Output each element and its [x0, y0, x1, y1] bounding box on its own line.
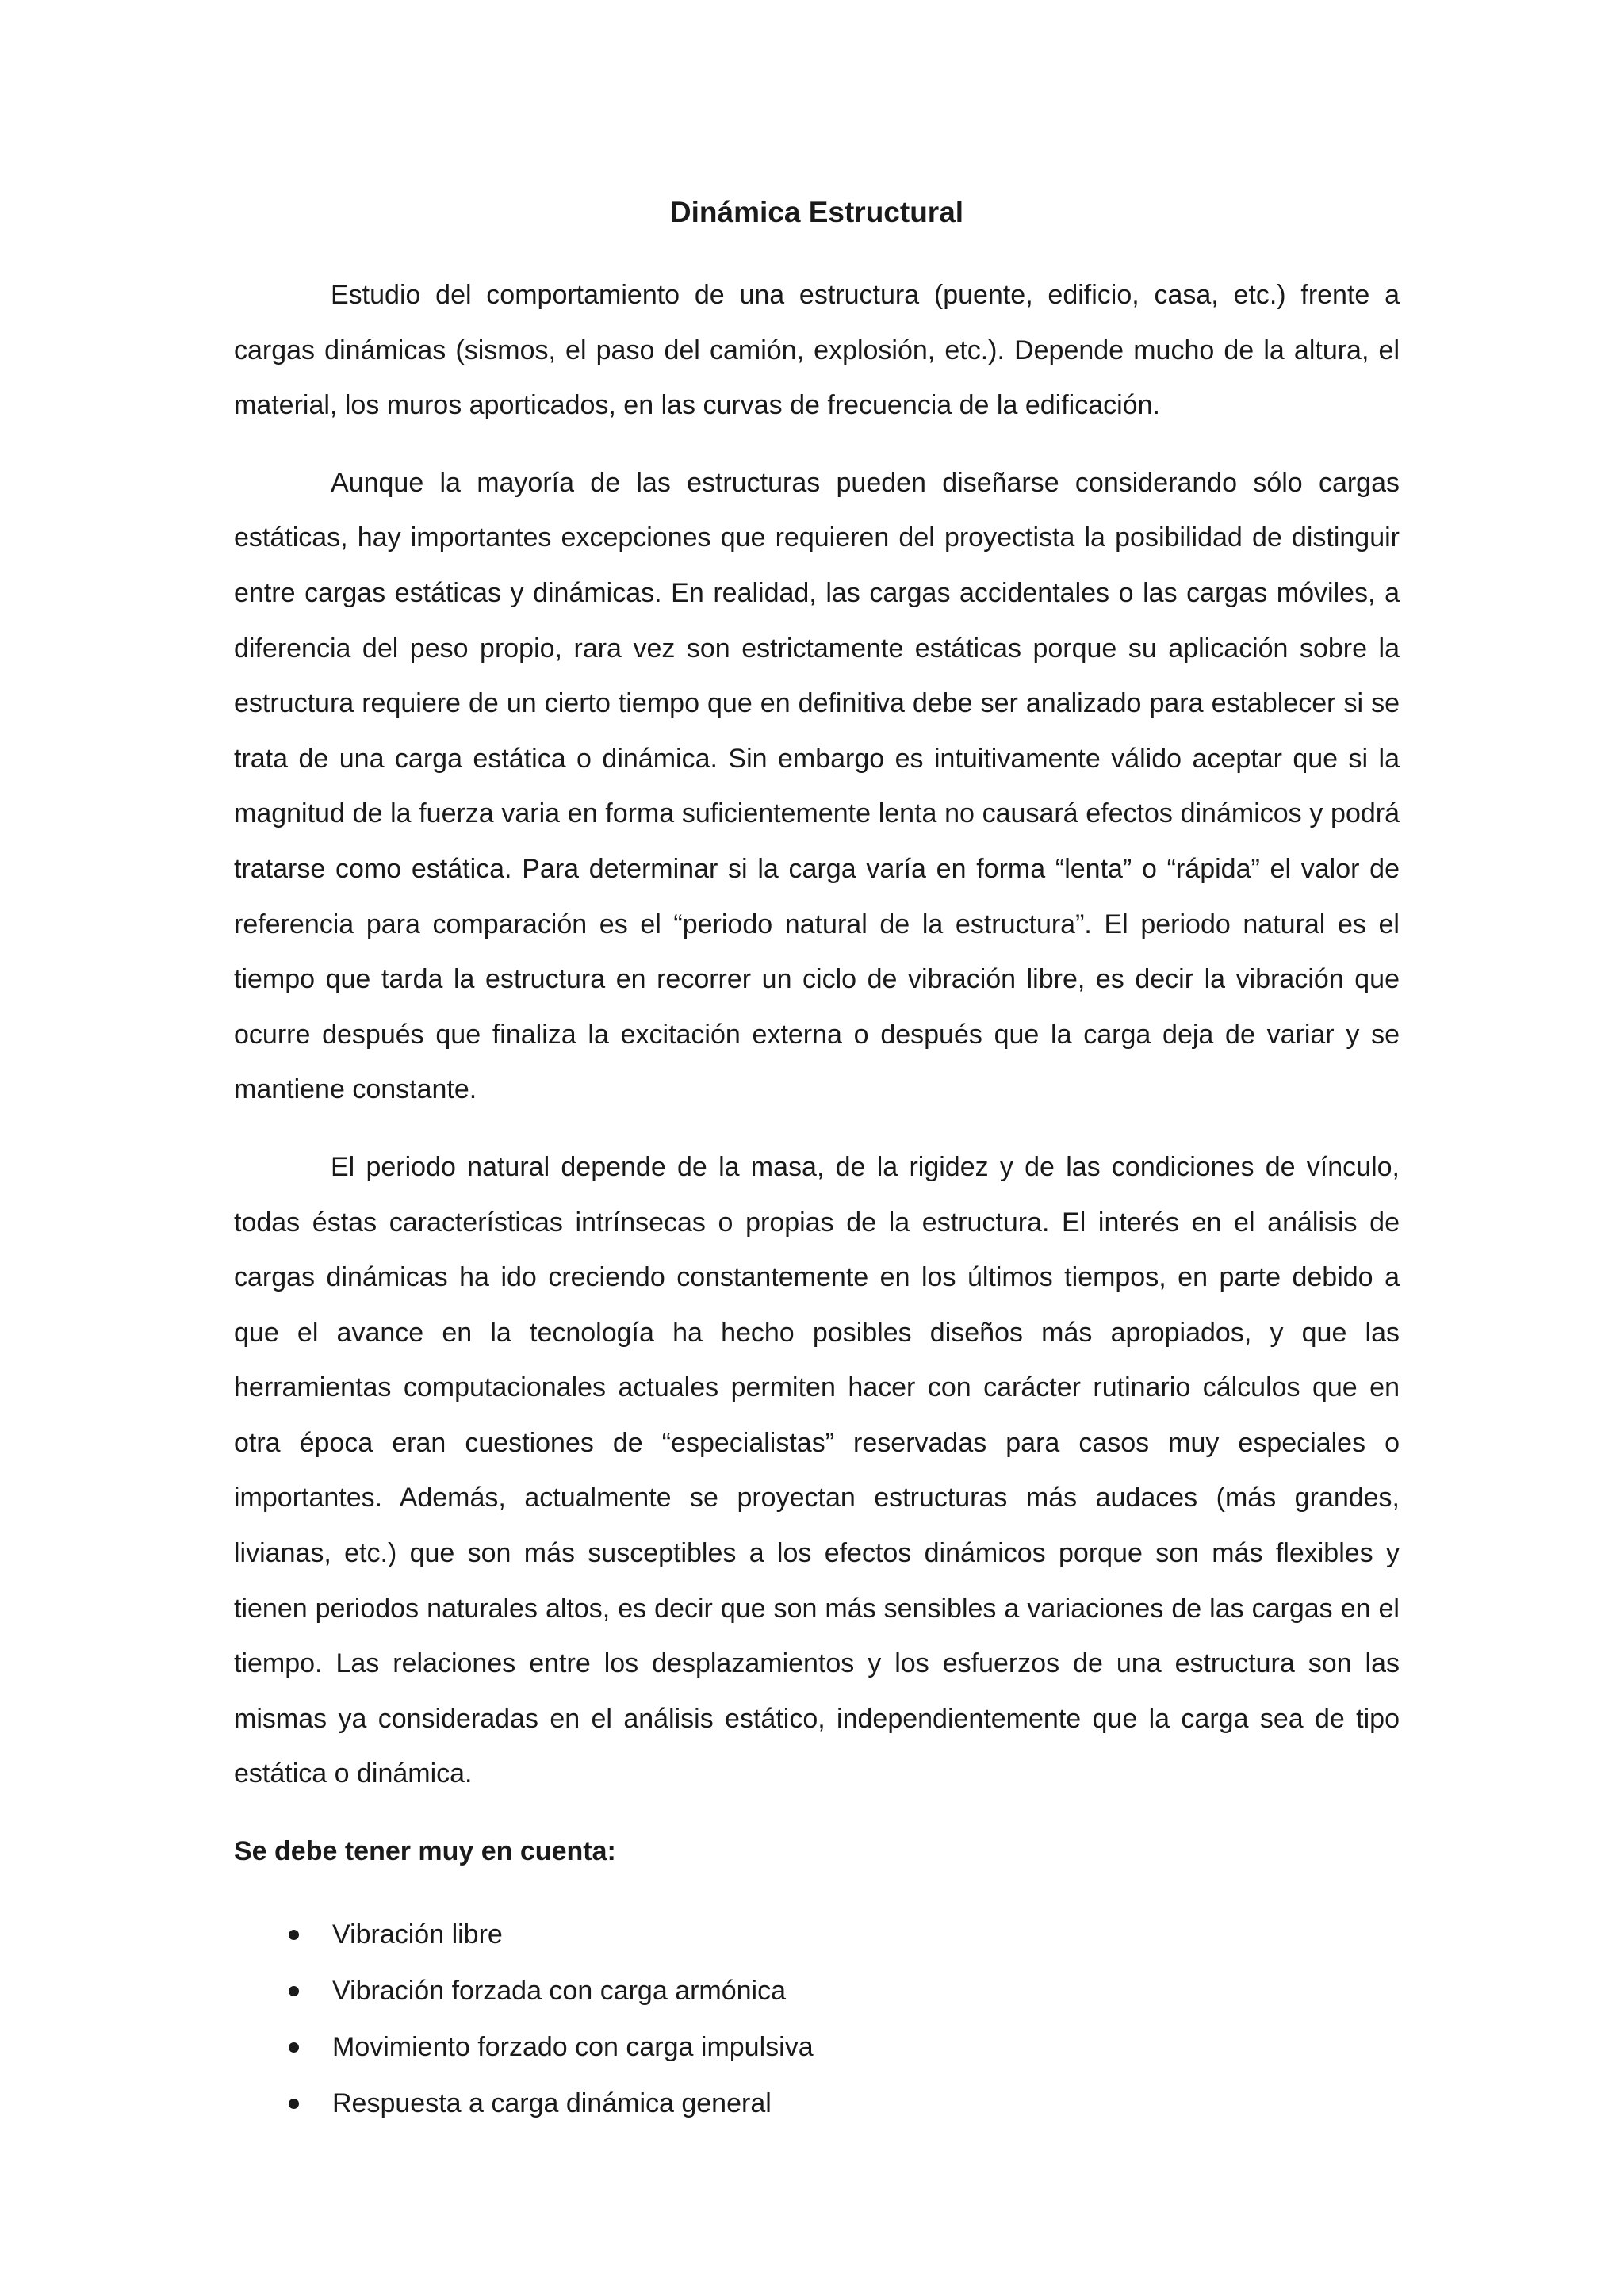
- bullet-icon: [289, 1930, 299, 1940]
- list-item: [234, 1907, 1400, 1963]
- list-item: [234, 1963, 1400, 2019]
- list-item-label: Vibración libre: [332, 1919, 503, 1950]
- document-title: Dinámica Estructural: [669, 196, 964, 228]
- list-item-label: Respuesta a carga dinámica general: [332, 2087, 772, 2118]
- list-item-label: Vibración forzada con carga armónica: [332, 1975, 787, 2006]
- bullet-icon: [289, 2042, 299, 2053]
- list-item: [234, 2076, 1400, 2132]
- bullet-list: [234, 1907, 1400, 2132]
- section-subtitle: Se debe tener muy en cuenta:: [234, 1836, 616, 1867]
- bullet-icon: [289, 2099, 299, 2109]
- paragraph-intro: Estudio del comportamiento de una estructura (puente, edificio, casa, etc.) frente a cargas dinámicas (sismos, el paso del camión, explosión, etc.). Depende mucho de la altura, el material, los muros aporticados, en las curvas de frecuencia de la edificación.: [234, 280, 1400, 421]
- paragraph-static-vs-dynamic: Aunque la mayoría de las estructuras pueden diseñarse considerando sólo cargas estáticas, hay importantes excepciones que requieren del proyectista la posibilidad de distinguir entre cargas estáticas y dinámicas. En realidad, las cargas accidentales o las cargas móviles, a diferencia del peso propio, rara vez son estrictamente estáticas porque su aplicación sobre la estructura requiere de un cierto tiempo que en definitiva debe ser analizado para establecer si se trata de una carga estática o dinámica. Sin embargo es intuitivamente válido aceptar que si la magnitud de la fuerza varia en forma suficientemente lenta no causará efectos dinámicos y podrá tratarse como estática. Para determinar si la carga varía en forma “lenta” o “rápida” el valor de referencia para comparación es el “periodo natural de la estructura”. El periodo natural es el tiempo que tarda la estructura en recorrer un ciclo de vibración libre, es decir la vibración que ocurre después que finaliza la excitación externa o después que la carga deja de variar y se mantiene constante.: [234, 467, 1400, 1105]
- document-body: [234, 189, 1400, 2132]
- bullet-icon: [289, 1986, 299, 1996]
- paragraph-natural-period: El periodo natural depende de la masa, de la rigidez y de las condiciones de vínculo, todas éstas características intrínsecas o propias de la estructura. El interés en el análisis de cargas dinámicas ha ido creciendo constantemente en los últimos tiempos, en parte debido a que el avance en la tecnología ha hecho posibles diseños más apropiados, y que las herramientas computacionales actuales permiten hacer con carácter rutinario cálculos que en otra época eran cuestiones de “especialistas” reservadas para casos muy especiales o importantes. Además, actualmente se proyectan estructuras más audaces (más grandes, livianas, etc.) que son más susceptibles a los efectos dinámicos porque son más flexibles y tienen periodos naturales altos, es decir que son más sensibles a variaciones de las cargas en el tiempo. Las relaciones entre los desplazamientos y los esfuerzos de una estructura son las mismas ya consideradas en el análisis estático, independientemente que la carga sea de tipo estática o dinámica.: [234, 1151, 1400, 1789]
- list-item-label: Movimiento forzado con carga impulsiva: [332, 2031, 814, 2062]
- list-item: [234, 2019, 1400, 2076]
